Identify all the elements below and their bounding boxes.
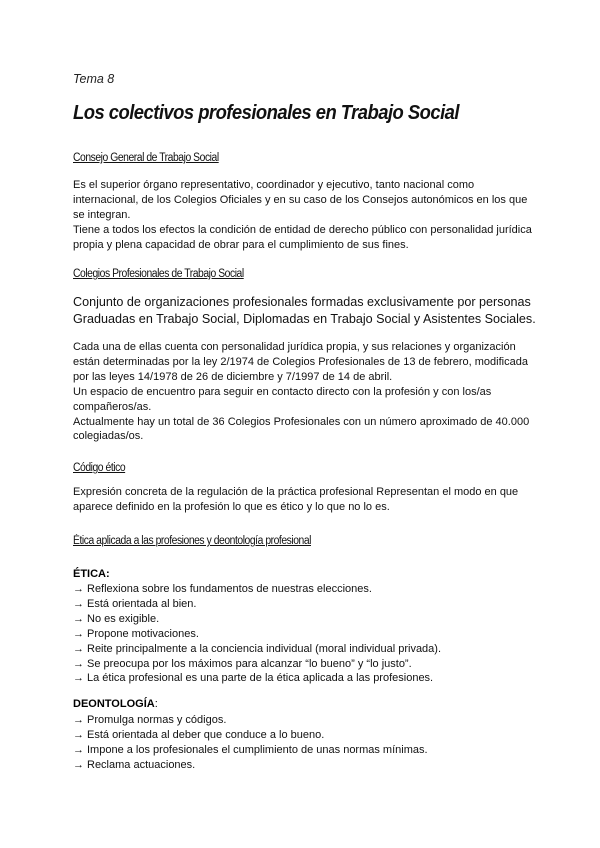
arrow-icon: → (73, 758, 84, 771)
list-item: → Está orientada al bien. (73, 597, 197, 610)
arrow-icon: → (73, 657, 84, 670)
list-item: → No es exigible. (73, 612, 160, 625)
consejo-body (73, 178, 533, 253)
list-item: → Está orientada al deber que conduce a lo bueno. (73, 728, 325, 741)
deontologia-list (73, 713, 428, 773)
page-title: Los colectivos profesionales en Trabajo Social (73, 101, 459, 124)
list-item: → Se preocupa por los máximos para alcanzar “lo bueno” y “lo justo”. (73, 657, 412, 670)
arrow-icon: → (73, 672, 84, 685)
arrow-icon: → (73, 627, 84, 640)
colegios-paragraph-3: Actualmente hay un total de 36 Colegios Profesionales con un número aproximado de 40.000 colegiadas/os. (73, 415, 530, 443)
heading-consejo: Consejo General de Trabajo Social (73, 152, 219, 164)
colegios-body (73, 340, 533, 444)
arrow-icon: → (73, 583, 84, 595)
list-item: → Reflexiona sobre los fundamentos de nuestras elecciones. (73, 583, 372, 595)
list-item: → Promulga normas y códigos. (73, 714, 227, 726)
consejo-paragraph-2: Tiene a todos los efectos la condición de entidad de derecho público con personalidad jurídica propia y plena capacidad de obrar para el cumplimiento de sus fines. (73, 223, 532, 251)
heading-etica-deontologia: Ética aplicada a las profesiones y deontología profesional (73, 535, 312, 547)
topic-number: Tema 8 (73, 72, 115, 86)
etica-label: ÉTICA: (73, 568, 110, 580)
colegios-paragraph-1: Cada una de ellas cuenta con personalidad jurídica propia, y sus relaciones y organización están determinadas por la ley 2/1974 de Colegios Profesionales de 13 de febrero, modificada por las leyes 14/1978 de 26 de diciembre y 7/1997 de 14 de abril. (73, 341, 528, 383)
arrow-icon: → (73, 642, 84, 655)
deontologia-label: DEONTOLOGÍA: (73, 698, 158, 710)
etica-list (73, 582, 441, 686)
list-item: → Reite principalmente a la conciencia individual (moral individual privada). (73, 642, 442, 655)
colegios-paragraph-2: Un espacio de encuentro para seguir en contacto directo con la profesión y con los/as compañeros/as. (73, 385, 492, 413)
heading-codigo-etico: Código ético (73, 462, 126, 474)
heading-colegios: Colegios Profesionales de Trabajo Social (73, 268, 244, 280)
arrow-icon: → (73, 714, 84, 726)
codigo-paragraph: Expresión concreta de la regulación de la práctica profesional Representan el modo en que aparece definido en la profesión lo que es ético y lo que no lo es. (73, 486, 519, 513)
arrow-icon: → (73, 612, 84, 625)
colegios-intro: Conjunto de organizaciones profesionales formadas exclusivamente por personas Graduadas en Trabajo Social, Diplomadas en Trabajo Social y Asistentes Sociales. (73, 295, 536, 327)
arrow-icon: → (73, 728, 84, 741)
arrow-icon: → (73, 597, 84, 610)
list-item: → Reclama actuaciones. (73, 758, 196, 771)
arrow-icon: → (73, 743, 84, 756)
list-item: → Impone a los profesionales el cumplimiento de unas normas mínimas. (73, 743, 428, 756)
list-item: → La ética profesional es una parte de la ética aplicada a las profesiones. (73, 672, 434, 685)
consejo-paragraph-1: Es el superior órgano representativo, coordinador y ejecutivo, tanto nacional como internacional, de los Colegios Oficiales y en su caso de los Consejos autonómicos en los que se integran. (73, 179, 528, 221)
list-item: → Propone motivaciones. (73, 627, 199, 640)
